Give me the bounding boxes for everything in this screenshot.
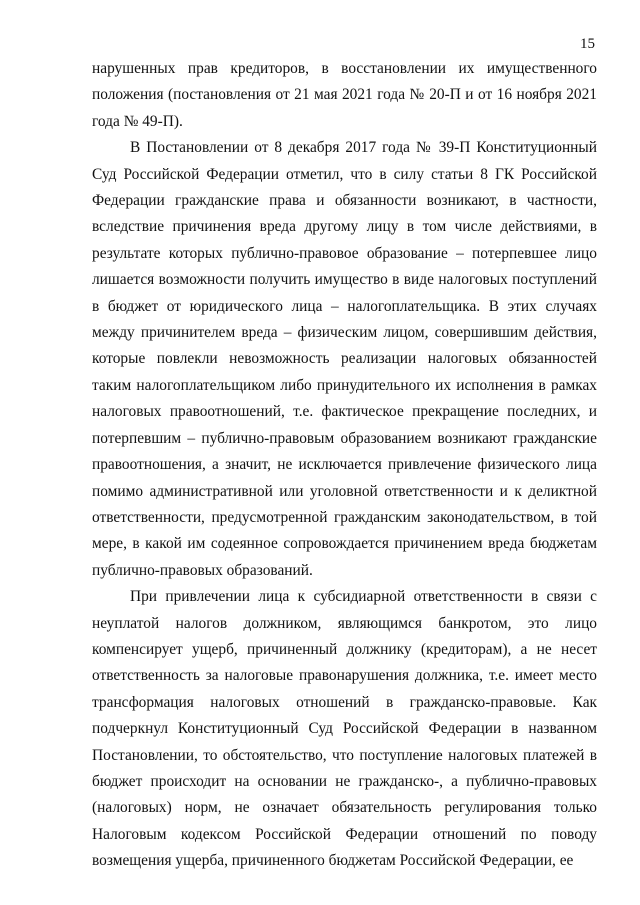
page-number: 15 <box>580 36 595 52</box>
paragraph-subsidiary-liability: При привлечении лица к субсидиарной ответственности в связи с неуплатой налогов должником, являющимся банкротом, это лицо компенсирует ущерб, причиненный должнику (кредиторам), а не несет ответственность за налоговые правонарушения должника, т.е. имеет место трансформация налоговых отношений в гражданско-правовые. Как подчеркнул Конституционный Суд Российской Федерации в названном Постановлении, то обстоятельство, что поступление налоговых платежей в бюджет происходит на основании не гражданско-, а публично-правовых (налоговых) норм, не означает обязательность регулирования только Налоговым кодексом Российской Федерации отношений по поводу возмещения ущерба, причиненного бюджетам Российской Федерации, ее <box>92 588 597 870</box>
document-body <box>92 56 597 875</box>
paragraph-postanovlenie-39p: В Постановлении от 8 декабря 2017 года № 39-П Конституционный Суд Российской Федерации отметил, что в силу статьи 8 ГК Российской Федерации гражданские права и обязанности возникают, в частности, вследствие причинения вреда другому лицу в том числе действиями, в результате которых публично-правовое образование – потерпевшее лицо лишается возможности получить имущество в виде налоговых поступлений в бюджет от юридического лица – налогоплательщика. В этих случаях между причинителем вреда – физическим лицом, совершившим действия, которые повлекли невозможность реализации налоговых обязанностей таким налогоплательщиком либо принудительного их исполнения в рамках налоговых правоотношений, т.е. фактическое прекращение последних, и потерпевшим – публично-правовым образованием возникают гражданские правоотношения, а значит, не исключается привлечение физического лица помимо административной или уголовной ответственности и к деликтной ответственности, предусмотренной гражданским законодательством, в той мере, в какой им содеянное сопровождается причинением вреда бюджетам публично-правовых образований. <box>92 139 597 579</box>
paragraph-continuation: нарушенных прав кредиторов, в восстановлении их имущественного положения (постановления от 21 мая 2021 года № 20-П и от 16 ноября 2021 года № 49-П). <box>92 60 597 130</box>
